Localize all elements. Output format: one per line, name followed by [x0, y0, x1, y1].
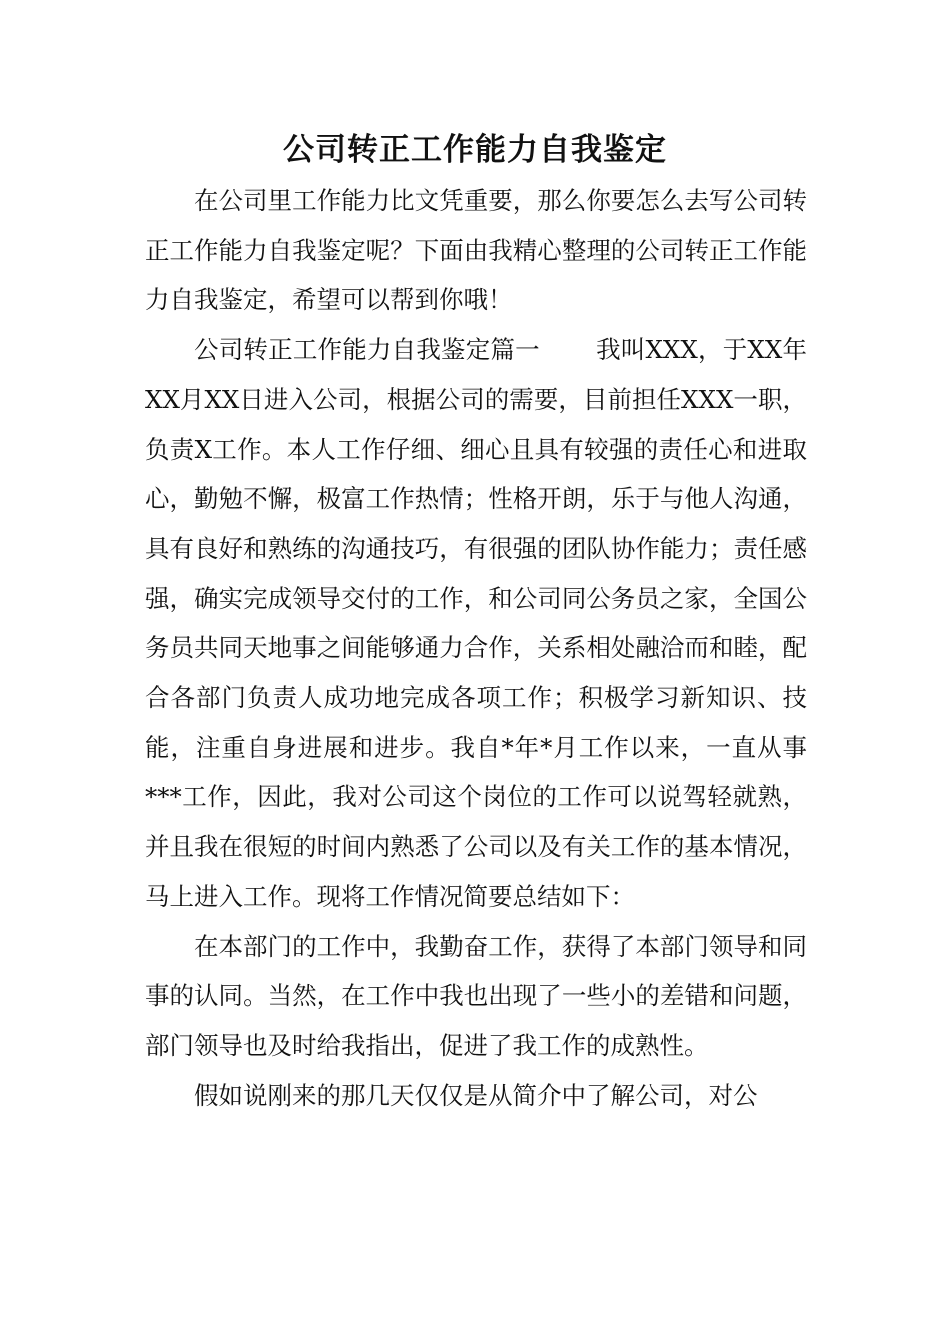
paragraph-section-one [145, 325, 807, 921]
paragraph-continued-text: 假如说刚来的那几天仅仅是从简介中了解公司，对公 [194, 1080, 758, 1110]
document-title: 公司转正工作能力自我鉴定 [283, 132, 667, 168]
paragraph-department-work [145, 922, 807, 1071]
section-heading: 公司转正工作能力自我鉴定篇一 [194, 335, 540, 365]
document-body [145, 176, 807, 1120]
paragraph-intro-text: 在公司里工作能力比文凭重要，那么你要怎么去写公司转正工作能力自我鉴定呢？下面由我精心整理的公司转正工作能力自我鉴定，希望可以帮到你哦！ [145, 186, 807, 315]
paragraph-intro [145, 176, 807, 325]
paragraph-continued [145, 1071, 807, 1121]
paragraph-department-work-text: 在本部门的工作中，我勤奋工作，获得了本部门领导和同事的认同。当然，在工作中我也出现了一些小的差错和问题，部门领导也及时给我指出，促进了我工作的成熟性。 [145, 931, 807, 1060]
paragraph-section-one-text: 我叫XXX，于XX年XX月XX日进入公司，根据公司的需要，目前担任XXX一职，负责X工作。本人工作仔细、细心且具有较强的责任心和进取心，勤勉不懈，极富工作热情；性格开朗，乐于与他人沟通，具有良好和熟练的沟通技巧，有很强的团队协作能力；责任感强，确实完成领导交付的工作，和公司同公务员之家，全国公务员共同天地事之间能够通力合作，关系相处融洽而和睦，配合各部门负责人成功地完成各项工作；积极学习新知识、技能，注重自身进展和进步。我自*年*月工作以来，一直从事***工作，因此，我对公司这个岗位的工作可以说驾轻就熟，并且我在很短的时间内熟悉了公司以及有关工作的基本情况，马上进入工作。现将工作情况简要总结如下： [145, 335, 807, 911]
